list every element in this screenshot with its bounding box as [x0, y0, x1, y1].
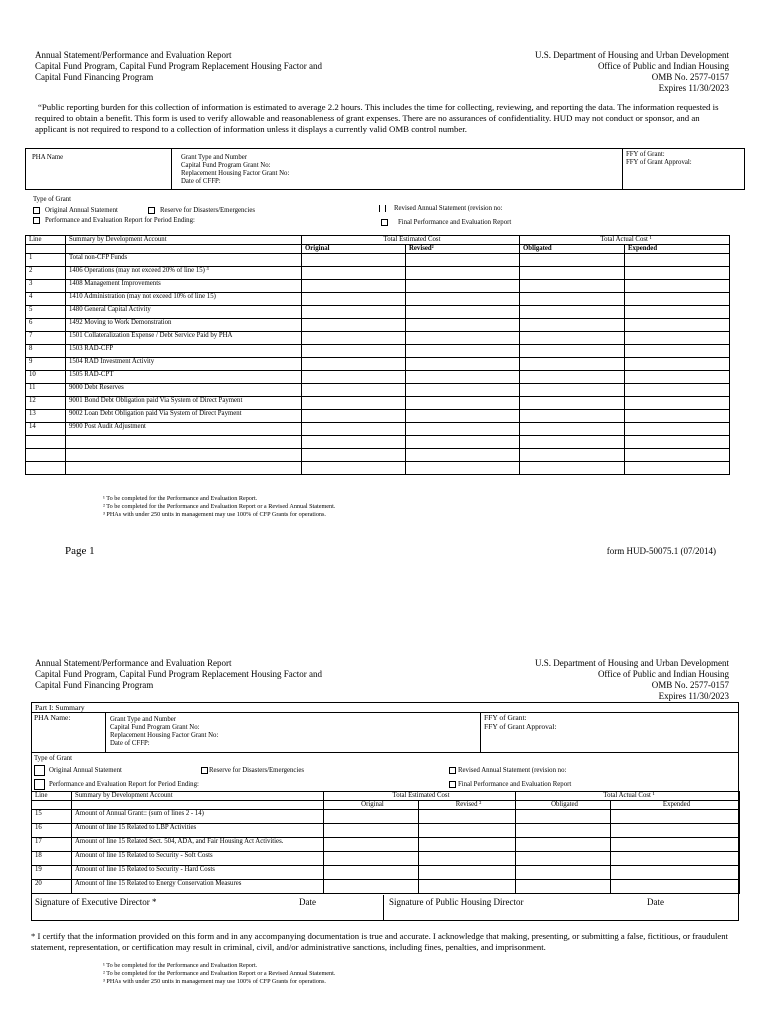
original-cell[interactable]: [324, 852, 419, 866]
summary-table: [31, 791, 740, 894]
option-label: Performance and Evaluation Report for Period Ending:: [45, 217, 195, 225]
checkbox[interactable]: [33, 217, 40, 224]
col-header-expended: Expended: [611, 801, 740, 810]
revised-cell[interactable]: [406, 371, 520, 384]
option-label: Final Performance and Evaluation Report: [398, 219, 512, 227]
table-row: [26, 371, 730, 384]
option-label: Revised Annual Statement (revision no:: [458, 767, 567, 775]
col-header-obligated: Obligated: [520, 245, 625, 254]
original-cell[interactable]: [302, 397, 406, 410]
original-cell[interactable]: [302, 280, 406, 293]
pha-info-box: [25, 148, 745, 190]
form-subtitle: Capital Fund Program, Capital Fund Program Replacement Housing Factor and: [35, 669, 322, 679]
line-number: 9: [26, 358, 66, 371]
account-description: 1501 Collateralization Expense / Debt Service Paid by PHA: [66, 332, 302, 345]
revised-cell[interactable]: [406, 462, 520, 475]
form-number: form HUD-50075.1 (07/2014): [606, 546, 716, 556]
pha-name-label: PHA Name: [32, 154, 64, 161]
obligated-cell[interactable]: [516, 852, 611, 866]
expended-cell[interactable]: [611, 810, 740, 824]
expended-cell[interactable]: [625, 397, 730, 410]
revised-cell[interactable]: [406, 306, 520, 319]
table-row: [32, 824, 740, 838]
ffy-grant-label: FFY of Grant:: [484, 713, 527, 722]
account-description: Amount of line 15 Related to Energy Conservation Measures: [72, 880, 324, 894]
table-row: [32, 866, 740, 880]
part-title: Part I: Summary: [35, 703, 85, 712]
obligated-cell[interactable]: [520, 436, 625, 449]
footnote-2: ² To be completed for the Performance and Evaluation Report or a Revised Annual Statement.: [103, 970, 336, 977]
line-number: 3: [26, 280, 66, 293]
obligated-cell[interactable]: [520, 358, 625, 371]
obligated-cell[interactable]: [520, 371, 625, 384]
line-number: 11: [26, 384, 66, 397]
original-annual-option[interactable]: [33, 207, 118, 215]
line-number: 12: [26, 397, 66, 410]
table-row: [26, 293, 730, 306]
original-cell[interactable]: [302, 358, 406, 371]
line-number: 1: [26, 254, 66, 267]
table-row: [32, 838, 740, 852]
ffy-approval-label: FFY of Grant Approval:: [626, 159, 692, 166]
obligated-cell[interactable]: [520, 267, 625, 280]
account-description: Amount of line 15 Related to Security - Soft Costs: [72, 852, 324, 866]
grant-info: [110, 716, 218, 748]
col-header-line: Line: [32, 792, 72, 801]
pha-name-cell[interactable]: [26, 149, 172, 189]
form-subtitle: Capital Fund Program, Capital Fund Program Replacement Housing Factor and: [35, 61, 322, 71]
revised-cell[interactable]: [406, 410, 520, 423]
expended-cell[interactable]: [625, 306, 730, 319]
line-number: [26, 436, 66, 449]
obligated-cell[interactable]: [516, 838, 611, 852]
original-cell[interactable]: [302, 254, 406, 267]
omb-number: OMB No. 2577-0157: [651, 72, 729, 82]
option-label: Original Annual Statement: [45, 207, 118, 215]
divider: [31, 752, 739, 753]
expiration: Expires 11/30/2023: [658, 83, 729, 93]
col-header-summary: Summary by Development Account: [66, 236, 302, 245]
ffy-approval-label: FFY of Grant Approval:: [484, 722, 557, 731]
header-right: [535, 50, 729, 94]
expended-cell[interactable]: [625, 449, 730, 462]
line-number: 13: [26, 410, 66, 423]
original-cell[interactable]: [324, 838, 419, 852]
rhf-grant-no-label: Replacement Housing Factor Grant No:: [181, 170, 290, 177]
expended-cell[interactable]: [625, 267, 730, 280]
col-header-expended: Expended: [625, 245, 730, 254]
table-subheader-row: [32, 801, 740, 810]
obligated-cell[interactable]: [520, 462, 625, 475]
col-header-line: Line: [26, 236, 66, 245]
expended-cell[interactable]: [611, 838, 740, 852]
table-row: [26, 397, 730, 410]
option-label: Reserve for Disasters/Emergencies: [209, 767, 304, 775]
obligated-cell[interactable]: [516, 810, 611, 824]
expended-cell[interactable]: [625, 423, 730, 436]
obligated-cell[interactable]: [520, 449, 625, 462]
revised-cell[interactable]: [419, 838, 516, 852]
checkbox[interactable]: [34, 765, 45, 776]
ffy-grant-label: FFY of Grant:: [626, 151, 665, 158]
obligated-cell[interactable]: [520, 319, 625, 332]
sig-exec-label[interactable]: Signature of Executive Director *: [35, 897, 157, 907]
revised-cell[interactable]: [419, 810, 516, 824]
footnote-2: ² To be completed for the Performance and Evaluation Report or a Revised Annual Statement.: [103, 503, 336, 510]
perf-eval-period-option[interactable]: [34, 779, 199, 790]
account-description: 1406 Operations (may not exceed 20% of line 15) ³: [66, 267, 302, 280]
table-row: [26, 358, 730, 371]
option-label: Final Performance and Evaluation Report: [458, 781, 572, 789]
office: Office of Public and Indian Housing: [597, 61, 729, 71]
original-cell[interactable]: [302, 384, 406, 397]
account-description: 9000 Debt Reserves: [66, 384, 302, 397]
option-label: Performance and Evaluation Report for Period Ending:: [49, 781, 199, 789]
original-cell[interactable]: [302, 306, 406, 319]
form-subtitle: Capital Fund Financing Program: [35, 72, 154, 82]
expended-cell[interactable]: [625, 319, 730, 332]
original-cell[interactable]: [324, 824, 419, 838]
perf-eval-period-option[interactable]: [33, 217, 195, 225]
sig-pha-label[interactable]: Signature of Public Housing Director: [389, 897, 524, 907]
original-cell[interactable]: [302, 462, 406, 475]
col-header-original: Original: [302, 245, 406, 254]
expended-cell[interactable]: [611, 824, 740, 838]
col-header-total-estimated: Total Estimated Cost: [302, 236, 520, 245]
account-description: Amount of line 15 Related to LBP Activities: [72, 824, 324, 838]
table-row: [26, 410, 730, 423]
expended-cell[interactable]: [625, 345, 730, 358]
account-description: 1492 Moving to Work Demonstration: [66, 319, 302, 332]
table-header-row: [26, 236, 730, 245]
revised-cell[interactable]: [406, 293, 520, 306]
table-row: [32, 852, 740, 866]
obligated-cell[interactable]: [520, 254, 625, 267]
revised-cell[interactable]: [419, 866, 516, 880]
revised-cell[interactable]: [419, 880, 516, 894]
final-perf-option[interactable]: [449, 781, 571, 789]
line-number: 14: [26, 423, 66, 436]
agency: U.S. Department of Housing and Urban Development: [535, 50, 729, 60]
burden-statement: “Public reporting burden for this collection of information is estimated to average 2.2 hours. This includes the time for collecting, reviewing, and reporting the data. The information requested is required to obtain a benefit. This form is used to verify allowable and reasonableness of grant expenses. There are no assurances of confidentiality. HUD may not conduct or sponsor, and an applicant is not required to respond to a collection of information unless it displays a currently valid OMB control number.: [35, 102, 719, 134]
line-number: 7: [26, 332, 66, 345]
expiration: Expires 11/30/2023: [658, 691, 729, 701]
original-cell[interactable]: [324, 866, 419, 880]
original-cell[interactable]: [302, 436, 406, 449]
summary-table: [25, 235, 730, 475]
obligated-cell[interactable]: [516, 866, 611, 880]
line-number: [26, 462, 66, 475]
revised-cell[interactable]: [406, 397, 520, 410]
option-label: Revised Annual Statement (revision no:: [394, 205, 503, 213]
option-label: Original Annual Statement: [49, 767, 122, 775]
col-header-revised: Revised²: [406, 245, 520, 254]
line-number: 16: [32, 824, 72, 838]
table-header-row: [32, 792, 740, 801]
form-title: Annual Statement/Performance and Evaluation Report: [35, 658, 232, 668]
line-number: [26, 449, 66, 462]
cffp-date-label: Date of CFFP:: [110, 740, 150, 747]
checkbox[interactable]: [201, 767, 208, 774]
ffy-info: [484, 713, 556, 731]
line-number: 17: [32, 838, 72, 852]
table-row: [26, 449, 730, 462]
table-row: [26, 384, 730, 397]
type-of-grant-label: Type of Grant: [34, 755, 73, 762]
expended-cell[interactable]: [625, 436, 730, 449]
original-cell[interactable]: [302, 293, 406, 306]
table-subheader-row: [26, 245, 730, 254]
divider: [105, 712, 106, 752]
expended-cell[interactable]: [611, 852, 740, 866]
account-description: 9001 Bond Debt Obligation paid Via System of Direct Payment: [66, 397, 302, 410]
checkbox[interactable]: [148, 207, 155, 214]
revised-cell[interactable]: [406, 345, 520, 358]
original-cell[interactable]: [324, 880, 419, 894]
obligated-cell[interactable]: [516, 824, 611, 838]
expended-cell[interactable]: [625, 358, 730, 371]
table-row: [26, 306, 730, 319]
original-cell[interactable]: [302, 423, 406, 436]
original-cell[interactable]: [302, 267, 406, 280]
revised-annual-option[interactable]: [449, 767, 566, 775]
sig-date-label[interactable]: Date: [299, 897, 316, 907]
line-number: 2: [26, 267, 66, 280]
rhf-grant-no-label: Replacement Housing Factor Grant No:: [110, 732, 219, 739]
table-row: [32, 810, 740, 824]
obligated-cell[interactable]: [520, 332, 625, 345]
checkbox[interactable]: [449, 767, 456, 774]
col-header-summary: Summary by Development Account: [72, 792, 324, 801]
pha-name-label[interactable]: PHA Name:: [34, 713, 71, 722]
col-header-total-actual: Total Actual Cost ¹: [516, 792, 740, 801]
expended-cell[interactable]: [625, 254, 730, 267]
col-header-total-actual: Total Actual Cost ¹: [520, 236, 730, 245]
obligated-cell[interactable]: [520, 384, 625, 397]
page-number: Page 1: [65, 545, 95, 557]
revised-cell[interactable]: [406, 280, 520, 293]
table-row: [26, 423, 730, 436]
obligated-cell[interactable]: [520, 423, 625, 436]
account-description: [66, 462, 302, 475]
grant-info: [181, 154, 289, 186]
expended-cell[interactable]: [625, 462, 730, 475]
account-description: [66, 449, 302, 462]
line-number: 18: [32, 852, 72, 866]
expended-cell[interactable]: [611, 866, 740, 880]
divider: [622, 149, 623, 189]
col-header-original: Original: [324, 801, 419, 810]
table-row: [26, 332, 730, 345]
line-number: 5: [26, 306, 66, 319]
grant-type-label: Grant Type and Number: [110, 716, 177, 723]
obligated-cell[interactable]: [520, 306, 625, 319]
form-title: Annual Statement/Performance and Evaluation Report: [35, 50, 232, 60]
grant-type-label: Grant Type and Number: [181, 154, 248, 161]
revised-cell[interactable]: [406, 384, 520, 397]
footnote-1: ¹ To be completed for the Performance and Evaluation Report.: [103, 962, 258, 969]
expended-cell[interactable]: [625, 384, 730, 397]
account-description: 1504 RAD Investment Activity: [66, 358, 302, 371]
account-description: 9002 Loan Debt Obligation paid Via System of Direct Payment: [66, 410, 302, 423]
account-description: 1410 Administration (may not exceed 10% of line 15): [66, 293, 302, 306]
cffp-date-label: Date of CFFP:: [181, 178, 221, 185]
revised-cell[interactable]: [406, 332, 520, 345]
form-subtitle: Capital Fund Financing Program: [35, 680, 154, 690]
divider: [383, 895, 384, 921]
table-row: [26, 254, 730, 267]
footnote-1: ¹ To be completed for the Performance and Evaluation Report.: [103, 495, 258, 502]
revised-cell[interactable]: [406, 319, 520, 332]
original-cell[interactable]: [302, 332, 406, 345]
footnotes: [103, 962, 335, 986]
account-description: 1480 General Capital Activity: [66, 306, 302, 319]
table-row: [26, 436, 730, 449]
checkbox[interactable]: [33, 207, 40, 214]
original-cell[interactable]: [302, 319, 406, 332]
col-header-total-estimated: Total Estimated Cost: [324, 792, 516, 801]
account-description: 1503 RAD-CFP: [66, 345, 302, 358]
revised-annual-option[interactable]: [379, 205, 502, 213]
obligated-cell[interactable]: [520, 280, 625, 293]
expended-cell[interactable]: [625, 280, 730, 293]
col-header-revised: Revised ²: [419, 801, 516, 810]
line-number: 19: [32, 866, 72, 880]
revised-cell[interactable]: [406, 423, 520, 436]
divider: [31, 712, 739, 713]
revised-cell[interactable]: [406, 254, 520, 267]
expended-cell[interactable]: [625, 332, 730, 345]
original-cell[interactable]: [302, 371, 406, 384]
cfp-grant-no-label: Capital Fund Program Grant No:: [110, 724, 200, 731]
expended-cell[interactable]: [625, 293, 730, 306]
obligated-cell[interactable]: [520, 293, 625, 306]
checkbox[interactable]: [34, 779, 45, 790]
certification-text: * I certify that the information provided on this form and in any accompanying documentation is true and accurate. I acknowledge that making, presenting, or submitting a false, fictitious, or fraudulent statement, representation, or certification may result in criminal, civil, and/or administrative sanctions, including fines, penalties, and imprisonment.: [31, 931, 728, 952]
divider: [480, 712, 481, 752]
table-row: [32, 880, 740, 894]
account-description: Amount of Annual Grant:: (sum of lines 2 - 14): [72, 810, 324, 824]
revised-cell[interactable]: [406, 267, 520, 280]
line-number: 10: [26, 371, 66, 384]
final-perf-option[interactable]: [381, 219, 511, 227]
agency: U.S. Department of Housing and Urban Development: [535, 658, 729, 668]
revised-cell[interactable]: [419, 852, 516, 866]
obligated-cell[interactable]: [520, 345, 625, 358]
account-description: 9900 Post Audit Adjustment: [66, 423, 302, 436]
footnote-3: ³ PHAs with under 250 units in management may use 100% of CFP Grants for operations.: [103, 511, 326, 518]
account-description: Amount of line 15 Related to Security - Hard Costs: [72, 866, 324, 880]
revised-cell[interactable]: [406, 436, 520, 449]
table-row: [26, 345, 730, 358]
type-of-grant-label: Type of Grant: [33, 196, 72, 203]
footnote-3: ³ PHAs with under 250 units in management may use 100% of CFP Grants for operations.: [103, 978, 326, 985]
checkbox[interactable]: [381, 219, 388, 226]
line-number: 6: [26, 319, 66, 332]
table-row: [26, 462, 730, 475]
checkbox[interactable]: [449, 781, 456, 788]
expended-cell[interactable]: [611, 880, 740, 894]
account-description: 1408 Management Improvements: [66, 280, 302, 293]
expended-cell[interactable]: [625, 410, 730, 423]
account-description: Total non-CFP Funds: [66, 254, 302, 267]
line-number: 8: [26, 345, 66, 358]
original-cell[interactable]: [324, 810, 419, 824]
account-description: Amount of line 15 Related Sect. 504, ADA, and Fair Housing Act Activities.: [72, 838, 324, 852]
original-cell[interactable]: [302, 345, 406, 358]
table-row: [26, 280, 730, 293]
col-header-obligated: Obligated: [516, 801, 611, 810]
reserve-disasters-option[interactable]: [148, 207, 255, 215]
footnotes: [103, 495, 335, 519]
account-description: 1505 RAD-CPT: [66, 371, 302, 384]
header-left: [35, 50, 322, 83]
obligated-cell[interactable]: [520, 410, 625, 423]
expended-cell[interactable]: [625, 371, 730, 384]
omb-number: OMB No. 2577-0157: [651, 680, 729, 690]
original-cell[interactable]: [302, 449, 406, 462]
table-row: [26, 267, 730, 280]
cfp-grant-no-label: Capital Fund Program Grant No:: [181, 162, 271, 169]
sig-date-label[interactable]: Date: [647, 897, 664, 907]
option-label: Reserve for Disasters/Emergencies: [160, 207, 255, 215]
office: Office of Public and Indian Housing: [597, 669, 729, 679]
reserve-disasters-option[interactable]: [201, 767, 304, 775]
obligated-cell[interactable]: [516, 880, 611, 894]
revised-cell[interactable]: [406, 358, 520, 371]
ffy-info: [626, 151, 692, 167]
original-annual-option[interactable]: [34, 765, 122, 776]
revised-cell[interactable]: [419, 824, 516, 838]
header-left: [35, 658, 322, 691]
original-cell[interactable]: [302, 410, 406, 423]
revised-cell[interactable]: [406, 449, 520, 462]
account-description: [66, 436, 302, 449]
checkbox[interactable]: [379, 205, 386, 212]
obligated-cell[interactable]: [520, 397, 625, 410]
line-number: 20: [32, 880, 72, 894]
header-right: [535, 658, 729, 702]
line-number: 15: [32, 810, 72, 824]
table-row: [26, 319, 730, 332]
line-number: 4: [26, 293, 66, 306]
